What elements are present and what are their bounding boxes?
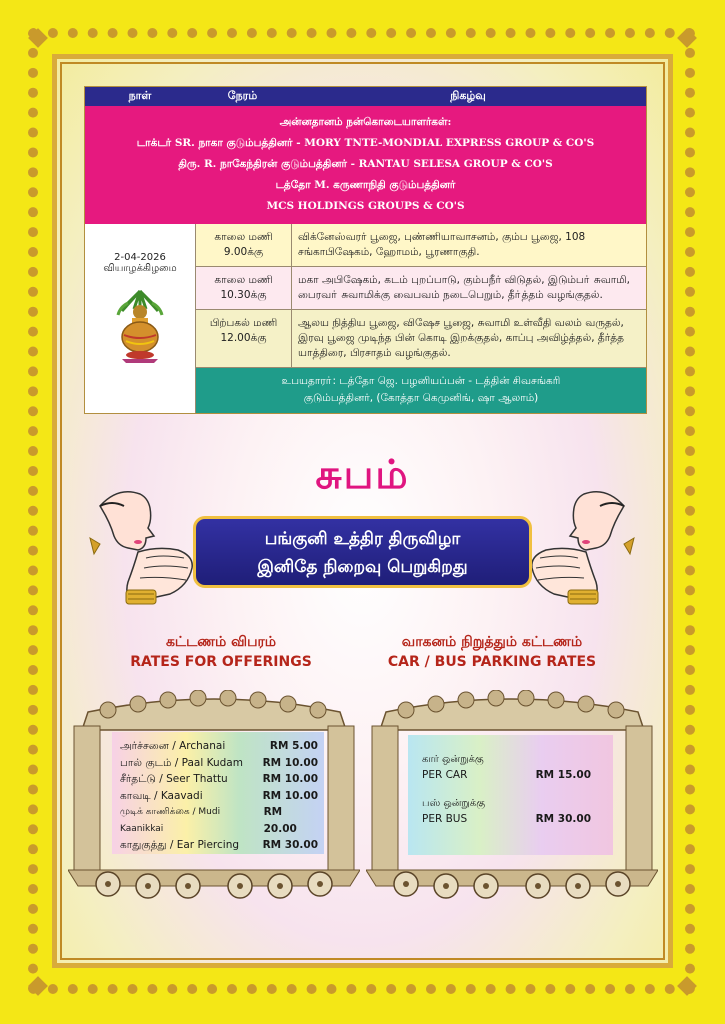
offerings-panel	[112, 732, 324, 854]
subam-title: சுபம்	[315, 452, 410, 498]
parking-label-ta: பஸ் ஒன்றுக்கு	[422, 798, 486, 809]
list-item	[120, 837, 318, 854]
time-label: காலை மணி	[214, 231, 273, 243]
parking-panel	[408, 735, 613, 855]
sponsor-block	[196, 368, 646, 413]
donor-line: திரு. R. நாகேந்திரன் குடும்பத்தினர் - RANTAU SELESA GROUP & CO'S	[178, 158, 553, 170]
event-cell: மகா அபிஷேகம், கடம் புறப்பாடு, கும்பநீர் விடுதல், இடும்பா் சுவாமி, பைரவா் சுவாமிக்கு வைபவம் நடைபெறும், தீா்த்தம் வழங்குதல்.	[298, 274, 630, 301]
list-item	[120, 755, 318, 772]
greeting-hands-right-icon	[526, 486, 636, 616]
time-value: 12.00க்கு	[220, 332, 267, 344]
offering-name: காதுகுத்து / Ear Piercing	[120, 839, 240, 851]
donor-line: டத்தோ M. கருணாநிதி குடும்பத்தினர்	[275, 179, 456, 191]
table-header	[85, 87, 646, 106]
offerings-heading	[101, 632, 341, 672]
event-weekday: வியாழக்கிழமை	[103, 263, 177, 274]
offering-name: அர்ச்சனை / Archanai	[120, 740, 226, 752]
parking-price: RM 15.00	[535, 769, 591, 781]
kalasam-icon	[108, 285, 172, 365]
greeting-hands-left-icon	[88, 486, 198, 616]
time-value: 10.30க்கு	[220, 289, 267, 301]
time-label: பிற்பகல் மணி	[209, 317, 278, 329]
sponsor-line: குடும்பத்தினர், (கோத்தா கெமுனிங், ஷா ஆலாம்)	[303, 392, 539, 404]
banner-line: பங்குனி உத்திர திருவிழா	[264, 529, 461, 549]
list-item	[120, 788, 318, 805]
offering-price: RM 10.00	[262, 773, 318, 785]
list-item	[422, 753, 601, 797]
offering-price: RM 30.00	[262, 839, 318, 851]
offering-price: RM 10.00	[262, 789, 318, 802]
offering-name: சீர்தட்டு / Seer Thattu	[120, 773, 228, 785]
time-cell	[196, 267, 292, 309]
list-item	[120, 804, 318, 837]
offering-name: பால் குடம் / Paal Kudam	[120, 756, 243, 769]
festival-banner	[193, 516, 532, 588]
donor-line: MCS HOLDINGS GROUPS & CO'S	[266, 200, 465, 212]
offering-name: காவடி / Kaavadi	[120, 789, 203, 802]
list-item	[120, 738, 318, 755]
schedule-body	[85, 224, 646, 413]
time-cell	[196, 224, 292, 266]
offering-price: RM 10.00	[262, 756, 318, 769]
list-item	[422, 797, 601, 841]
parking-heading	[372, 632, 612, 672]
schedule-table	[84, 86, 647, 414]
event-date: 2-04-2026	[114, 252, 166, 263]
table-row	[196, 224, 646, 267]
donor-line: டாக்டர் SR. நாகா குடும்பத்தினர் - MORY TNTE-MONDIAL EXPRESS GROUP & CO'S	[136, 137, 595, 149]
parking-title-en: CAR / BUS PARKING RATES	[387, 654, 597, 670]
table-row	[196, 267, 646, 310]
time-value: 9.00க்கு	[223, 246, 264, 258]
offering-price: RM 5.00	[269, 740, 318, 752]
schedule-rows	[196, 224, 646, 413]
header-day: நாள்	[128, 89, 152, 102]
offering-price: RM 20.00	[263, 806, 297, 835]
parking-title-ta: வாகனம் நிறுத்தும் கட்டணம்	[401, 634, 583, 650]
header-event: நிகழ்வு	[450, 89, 486, 102]
offerings-title-en: RATES FOR OFFERINGS	[130, 654, 312, 670]
donors-block	[85, 106, 646, 224]
list-item	[120, 771, 318, 788]
parking-price: RM 30.00	[535, 813, 591, 825]
parking-label-en: PER CAR	[422, 769, 468, 781]
event-cell: விக்னேஸ்வரர் பூஜை, புண்ணியாவாசனம், கும்ப பூஜை, 108 சங்காபிஷேகம், ஹோமம், பூரணாகுதி.	[298, 231, 586, 258]
table-row	[196, 310, 646, 368]
sponsor-line: உபயதாரா்: டத்தோ ஜெ. பழனியப்பன் - டத்தின் சிவசங்கரி	[281, 375, 561, 387]
event-cell: ஆலய நித்திய பூஜை, விஷேச பூஜை, சுவாமி உள்வீதி வலம் வருதல், இரவு பூஜை முடிந்த பின் கொடி இறக்குதல், காப்பு அவிழ்த்தல், தீர்த்த யாத்திரை, பிரசாதம் வழங்குதல்.	[298, 317, 624, 359]
offering-name: முடிக் காணிக்கை / Mudi Kaanikkai	[120, 807, 221, 834]
banner-line: இனிதே நிறைவு பெறுகிறது	[257, 557, 468, 577]
time-cell	[196, 310, 292, 367]
date-cell	[85, 224, 196, 413]
parking-label-en: PER BUS	[422, 813, 468, 825]
header-time: நேரம்	[227, 89, 258, 102]
parking-label-ta: கார் ஒன்றுக்கு	[422, 754, 484, 765]
time-label: காலை மணி	[214, 274, 273, 286]
offerings-title-ta: கட்டணம் விபரம்	[165, 634, 277, 650]
donors-title: அன்னதானம் நன்கொடையாளர்கள்:	[279, 116, 452, 128]
